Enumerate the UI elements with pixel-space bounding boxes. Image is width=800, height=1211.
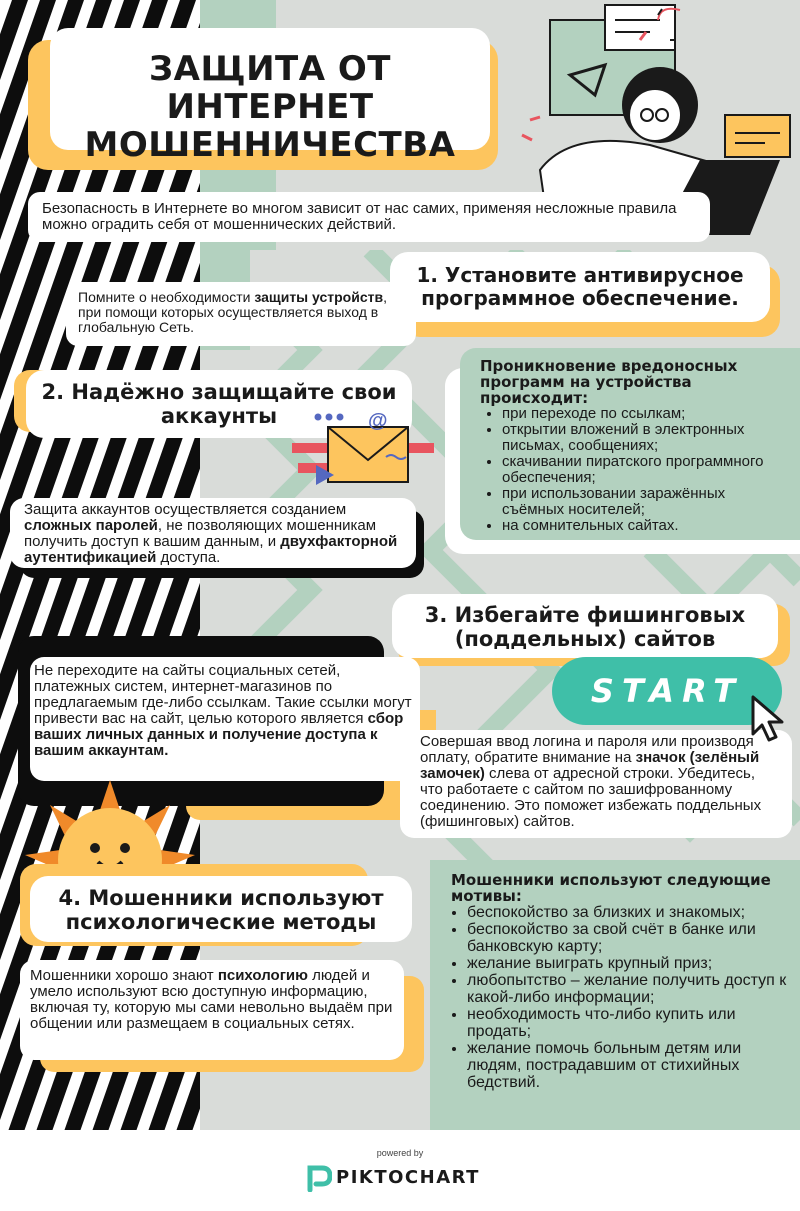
- list-item: • беспокойство за свой счёт в банке или банковскую карту;: [467, 921, 795, 955]
- piktochart-brand: PIKTOCHART: [336, 1167, 480, 1188]
- cursor-arrow-icon: [748, 692, 788, 744]
- accounts-text-post: доступа.: [156, 549, 221, 566]
- accounts-text: [24, 502, 402, 566]
- malware-card: [460, 348, 800, 540]
- title-card: [50, 28, 490, 165]
- malware-heading: Проникновение вредоносных программ на устройства происходит:: [480, 357, 738, 407]
- accounts-text-mid: , не позволяющих мошенникам получить доступ к вашим данным, и: [24, 517, 377, 550]
- psychology-text-bold: психологию: [217, 967, 308, 984]
- list-item: • на сомнительных сайтах.: [502, 518, 788, 534]
- remember-text-pre: Помните о необходимости: [78, 289, 255, 305]
- section3-title-card: [392, 594, 778, 658]
- list-item: • скачивании пиратского программного обеспечения;: [502, 454, 788, 486]
- accounts-card: [10, 498, 416, 568]
- section1-title-line1: 1. Установите антивирусное: [416, 263, 744, 287]
- remember-text-bold: защиты устройств: [254, 289, 384, 305]
- psychology-text: [30, 968, 394, 1032]
- list-item: • желание помочь больным детям или людям, пострадавшим от стихийных бедствий.: [467, 1040, 795, 1091]
- piktochart-logo-icon: [306, 1164, 332, 1192]
- remember-text: [78, 290, 404, 335]
- powered-by-text: powered by: [376, 1148, 424, 1158]
- motives-heading: Мошенники используют следующие мотивы:: [451, 871, 771, 905]
- start-button[interactable]: START: [552, 657, 782, 725]
- section3-title-line2: (поддельных) сайтов: [454, 627, 716, 651]
- lock-text: [420, 734, 772, 830]
- section2-title-line2: аккаунты: [160, 404, 278, 428]
- footer: [0, 1130, 800, 1211]
- email-at-icon: @: [368, 410, 388, 432]
- section3-title-line1: 3. Избегайте фишинговых: [424, 603, 746, 627]
- psychology-text-pre: Мошенники хорошо знают: [30, 967, 218, 984]
- psychology-card: [20, 960, 404, 1060]
- remember-card: [66, 282, 416, 346]
- section1-title-card: [390, 252, 770, 322]
- malware-list: [480, 406, 788, 534]
- accounts-text-pre: Защита аккаунтов осуществляется созданием: [24, 501, 347, 518]
- intro-card: [28, 192, 710, 242]
- piktochart-logo[interactable]: [300, 1164, 500, 1194]
- intro-text: Безопасность в Интернете во многом зависит от нас самих, применяя несложные правила можно оградить себя от мошеннических действий.: [42, 200, 677, 233]
- list-item: • желание выиграть крупный приз;: [467, 955, 795, 972]
- warning-text-bold: сбор ваших личных данных и получение доступа к вашим аккаунтам.: [34, 710, 404, 759]
- section4-title-card: [30, 876, 412, 942]
- accounts-text-bold1: сложных паролей: [24, 517, 158, 534]
- warning-text-pre: Не переходите на сайты социальных сетей, платежных систем, интернет-магазинов по предлагаемым где-либо ссылкам. Такие ссылки могут привести вас на сайт, целью которого является: [34, 662, 412, 727]
- warning-card: [30, 657, 420, 781]
- section1-title-line2: программное обеспечение.: [421, 286, 739, 310]
- lock-text-bold: значок (зелёный замочек): [420, 749, 760, 782]
- list-item: • при использовании заражённых съёмных носителей;: [502, 486, 788, 518]
- warning-text: [34, 663, 416, 759]
- page-title-line2: МОШЕННИЧЕСТВА: [84, 125, 456, 165]
- section2-title-line1: 2. Надёжно защищайте свои: [41, 380, 397, 404]
- email-illustration: [288, 405, 440, 495]
- motives-block: [445, 866, 795, 1121]
- lock-card: [400, 730, 792, 838]
- motives-list: [445, 904, 795, 1091]
- accounts-text-bold2: двухфакторной аутентификацией: [24, 533, 398, 566]
- remember-text-post: , при помощи которых осуществляется выход в глобальную Сеть.: [78, 289, 387, 335]
- section4-title-line1: 4. Мошенники используют: [58, 886, 384, 910]
- list-item: • при переходе по ссылкам;: [502, 406, 788, 422]
- list-item: • любопытство – желание получить доступ к какой-либо информации;: [467, 972, 795, 1006]
- list-item: • открытии вложений в электронных письмах, сообщениях;: [502, 422, 788, 454]
- psychology-text-post: людей и умело используют всю доступную информацию, включая ту, которую мы сами невольно выдаём при общении или размещаем в социальных сетях.: [30, 967, 393, 1032]
- section4-title-line2: психологические методы: [65, 910, 377, 934]
- page-title-line1: ЗАЩИТА ОТ ИНТЕРНЕТ: [149, 49, 391, 127]
- list-item: • беспокойство за близких и знакомых;: [467, 904, 795, 921]
- lock-text-pre: Совершая ввод логина и пароля или производя оплату, обратите внимание на: [420, 733, 754, 766]
- lock-text-post: слева от адресной строки. Убедитесь, что работаете с сайтом по зашифрованному соединению. Это поможет избежать поддельных (фишинговых) сайтов.: [420, 765, 762, 830]
- list-item: • необходимость что-либо купить или продать;: [467, 1006, 795, 1040]
